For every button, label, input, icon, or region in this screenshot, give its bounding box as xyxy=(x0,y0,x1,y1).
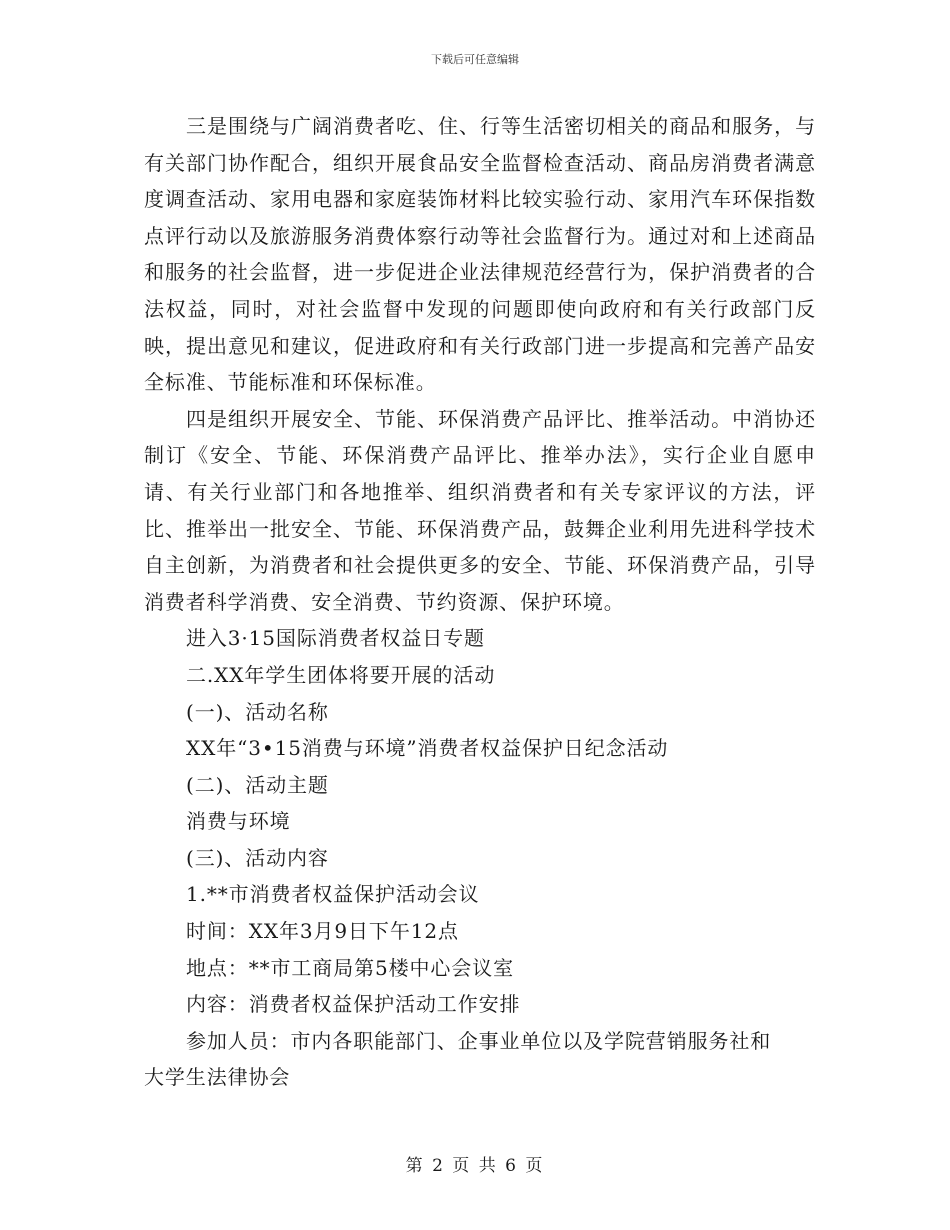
paragraph-item-4: 四是组织开展安全、节能、环保消费产品评比、推举活动。中消协还制订《安全、节能、环保消费产品评比、推举办法》，实行企业自愿申请、有关行业部门和各地推举、组织消费者和有关专家评议的方法，评比、推举出一批安全、节能、环保消费产品，鼓舞企业利用先进科学技术自主创新，为消费者和社会提供更多的安全、节能、环保消费产品，引导消费者科学消费、安全消费、节约资源、保护环境。 xyxy=(144,406,816,614)
activity-name-value: XX年“3•15消费与环境”消费者权益保护日纪念活动 xyxy=(186,736,669,761)
meeting-place: 地点：**市工商局第5楼中心会议室 xyxy=(186,955,515,980)
topic-link-line: 进入3·15国际消费者权益日专题 xyxy=(186,626,485,651)
activity-name-heading: (一)、活动名称 xyxy=(186,699,329,724)
paragraph-item-3: 三是围绕与广阔消费者吃、住、行等生活密切相关的商品和服务，与有关部门协作配合，组织开展食品安全监督检查活动、商品房消费者满意度调查活动、家用电器和家庭装饰材料比较实验行动、家用汽车环保指数点评行动以及旅游服务消费体察行动等社会监督行为。通过对和上述商品和服务的社会监督，进一步促进企业法律规范经营行为，保护消费者的合法权益，同时，对社会监督中发现的问题即使向政府和有关行政部门反映，提出意见和建议，促进政府和有关行政部门进一步提高和完善产品安全标准、节能标准和环保标准。 xyxy=(144,114,816,395)
page-header-note: 下载后可任意编辑 xyxy=(431,53,519,66)
meeting-participants-continued: 大学生法律协会 xyxy=(144,1065,291,1090)
activity-content-heading: (三)、活动内容 xyxy=(186,845,329,870)
activity-theme-heading: (二)、活动主题 xyxy=(186,772,329,797)
page-number-footer: 第 2 页 共 6 页 xyxy=(405,1156,545,1176)
meeting-participants: 参加人员：市内各职能部门、企事业单位以及学院营销服务社和 xyxy=(186,1028,772,1053)
document-body xyxy=(144,108,816,1096)
meeting-content: 内容：消费者权益保护活动工作安排 xyxy=(186,992,521,1017)
meeting-time: 时间：XX年3月9日下午12点 xyxy=(186,919,459,944)
content-item-1: 1.**市消费者权益保护活动会议 xyxy=(186,882,480,907)
section-heading-2: 二.XX年学生团体将要开展的活动 xyxy=(186,662,496,687)
activity-theme-value: 消费与环境 xyxy=(186,809,291,834)
